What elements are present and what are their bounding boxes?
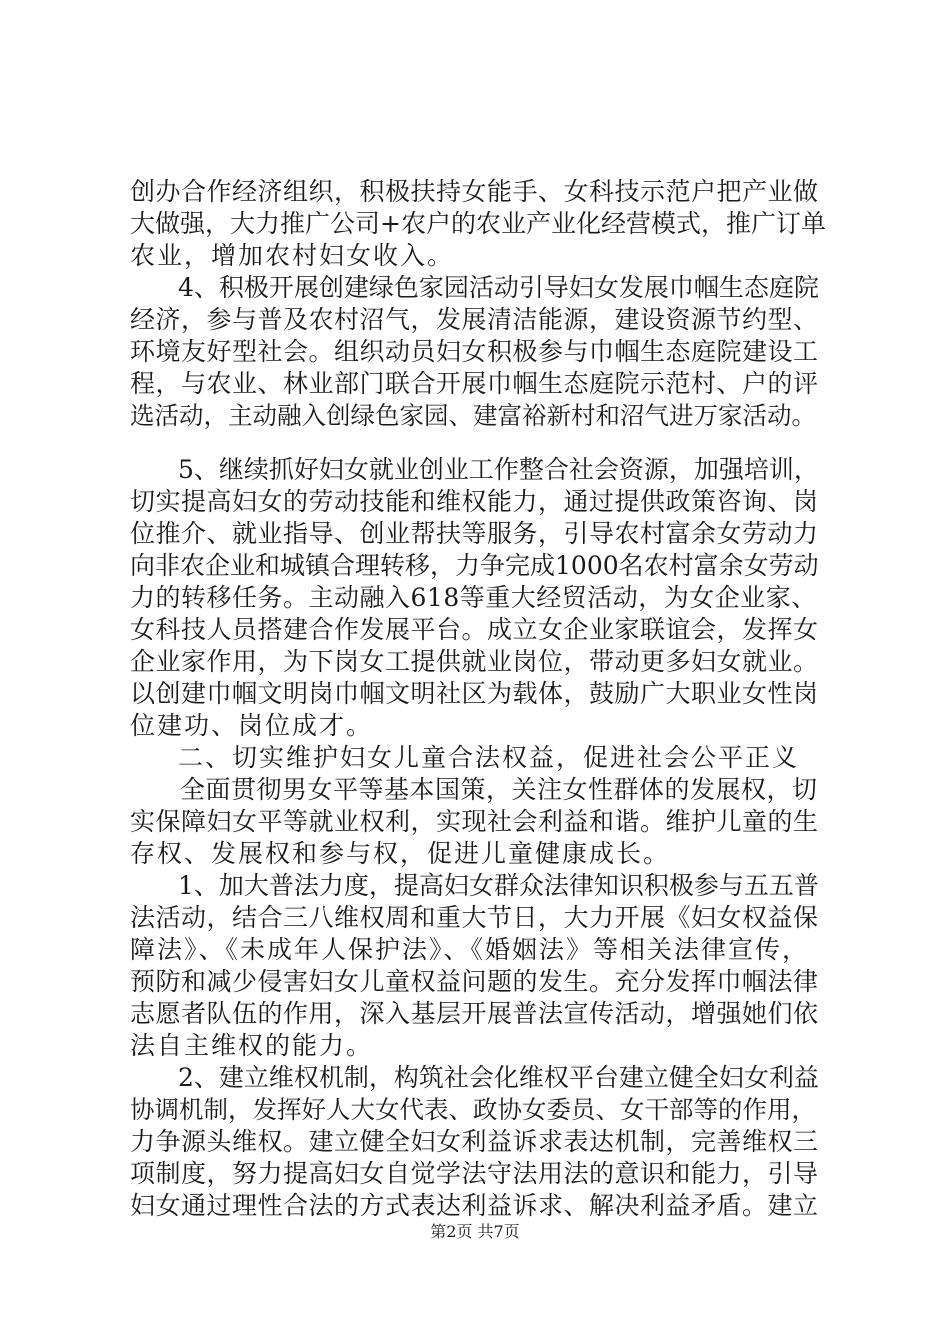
text-line: 力争源头维权。建立健全妇女利益诉求表达机制，完善维权三 xyxy=(130,1127,819,1156)
text-line: 力的转移任务。主动融入618等重大经贸活动，为女企业家、 xyxy=(130,583,817,612)
text-line: 经济，参与普及农村沼气，发展清洁能源，建设资源节约型、 xyxy=(130,305,819,334)
text-line: 4、积极开展创建绿色家园活动引导妇女发展巾帼生态庭院 xyxy=(178,273,819,302)
text-line: 切实提高妇女的劳动技能和维权能力，通过提供政策咨询、岗 xyxy=(130,487,819,516)
text-line: 2、建立维权机制，构筑社会化维权平台建立健全妇女利益 xyxy=(178,1063,819,1092)
text-line: 企业家作用，为下岗女工提供就业岗位，带动更多妇女就业。 xyxy=(130,647,819,676)
text-line: 二、切实维护妇女儿童合法权益，促进社会公平正义 xyxy=(178,743,800,772)
text-line: 全面贯彻男女平等基本国策，关注女性群体的发展权，切 xyxy=(180,775,818,804)
text-line: 程，与农业、林业部门联合开展巾帼生态庭院示范村、户的评 xyxy=(130,369,819,398)
text-line: 法自主维权的能力。 xyxy=(130,1031,374,1060)
page-footer: 第2页 共7页 xyxy=(430,1222,520,1241)
text-line: 位建功、岗位成才。 xyxy=(130,711,374,740)
text-line: 协调机制，发挥好人大女代表、政协女委员、女干部等的作用， xyxy=(130,1095,816,1124)
text-line: 法活动，结合三八维权周和重大节日，大力开展《妇女权益保 xyxy=(130,903,819,932)
text-line: 环境友好型社会。组织动员妇女积极参与巾帼生态庭院建设工 xyxy=(130,337,819,366)
text-line: 存权、发展权和参与权，促进儿童健康成长。 xyxy=(130,839,671,868)
text-line: 志愿者队伍的作用，深入基层开展普法宣传活动，增强她们依 xyxy=(130,999,819,1028)
text-line: 1、加大普法力度，提高妇女群众法律知识积极参与五五普 xyxy=(178,871,819,900)
text-line: 创办合作经济组织，积极扶持女能手、女科技示范户把产业做 xyxy=(130,177,819,206)
text-line: 农业，增加农村妇女收入。 xyxy=(130,241,455,270)
text-line: 5、继续抓好妇女就业创业工作整合社会资源，加强培训， xyxy=(178,455,819,484)
text-line: 以创建巾帼文明岗巾帼文明社区为载体，鼓励广大职业女性岗 xyxy=(130,679,819,708)
text-line: 预防和减少侵害妇女儿童权益问题的发生。充分发挥巾帼法律 xyxy=(130,967,819,996)
text-line: 向非农企业和城镇合理转移，力争完成1000名农村富余女劳动 xyxy=(130,551,819,580)
text-line: 实保障妇女平等就业权利，实现社会利益和谐。维护儿童的生 xyxy=(130,807,819,836)
text-line: 项制度，努力提高妇女自觉学法守法用法的意识和能力，引导 xyxy=(130,1159,819,1188)
text-line: 女科技人员搭建合作发展平台。成立女企业家联谊会，发挥女 xyxy=(130,615,819,644)
text-line: 选活动，主动融入创绿色家园、建富裕新村和沼气进万家活动。 xyxy=(130,401,816,430)
text-line: 位推介、就业指导、创业帮扶等服务，引导农村富余女劳动力 xyxy=(130,519,819,548)
text-line: 妇女通过理性合法的方式表达利益诉求、解决利益矛盾。建立 xyxy=(130,1191,819,1220)
text-line: 障法》、《未成年人保护法》、《婚姻法》等相关法律宣传， xyxy=(130,935,810,964)
text-line: 大做强，大力推广公司+农户的农业产业化经营模式，推广订单 xyxy=(130,209,826,238)
